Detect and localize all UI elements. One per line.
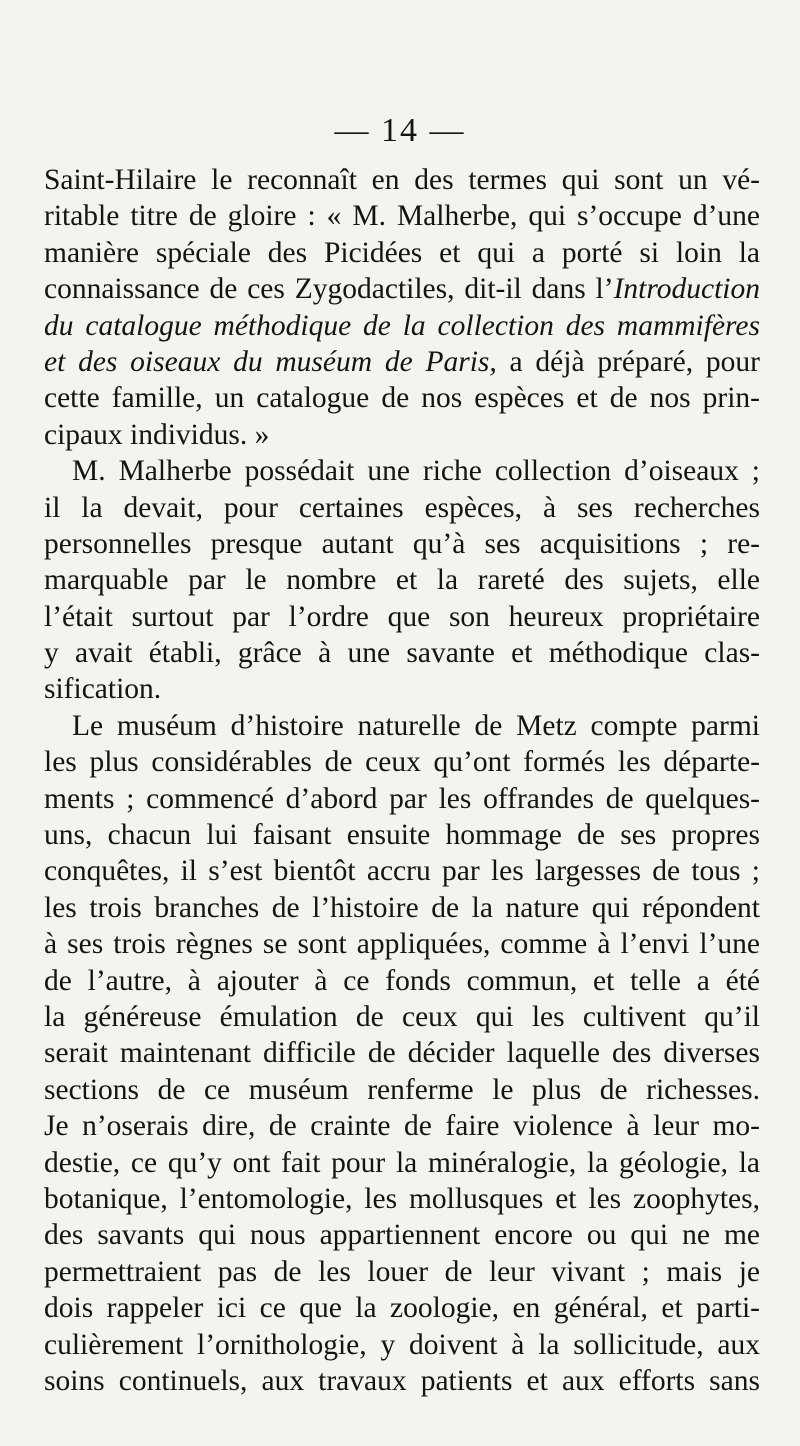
text-line: dois rappeler ici ce que la zoologie, en général, et parti- (44, 1292, 760, 1325)
page-number: — 14 — (334, 112, 466, 149)
text-line: personnelles presque autant qu’à ses acquisitions ; re- (44, 527, 760, 560)
text-line: serait maintenant difficile de décider laquelle des diverses (44, 1037, 760, 1070)
text-line: l’était surtout par l’ordre que son heureux propriétaire (44, 600, 760, 633)
text-line: soins continuels, aux travaux patients et aux efforts sans (44, 1364, 760, 1397)
text-line: les trois branches de l’histoire de la nature qui répondent (44, 891, 760, 924)
text-line: uns, chacun lui faisant ensuite hommage de ses propres (44, 819, 760, 852)
text-line: sections de ce muséum renferme le plus de richesses. (44, 1073, 760, 1106)
italic-title-segment: du catalogue méthodique de la collection des mammifères (44, 309, 760, 342)
text-line: conquêtes, il s’est bientôt accru par les largesses de tous ; (44, 855, 760, 888)
text-line (44, 308, 760, 344)
text-line: Je n’oserais dire, de crainte de faire violence à leur mo- (44, 1110, 760, 1143)
text-line: ments ; commencé d’abord par les offrandes de quelques- (44, 782, 760, 815)
text-line: y avait établi, grâce à une savante et méthodique clas- (44, 637, 760, 670)
body-text (44, 162, 760, 1399)
text-line: la généreuse émulation de ceux qui les cultivent qu’il (44, 1000, 760, 1033)
text-line: à ses trois règnes se sont appliquées, comme à l’envi l’une (44, 928, 760, 961)
text-line: de l’autre, à ajouter à ce fonds commun, et telle a été (44, 964, 760, 997)
text-line: Saint-Hilaire le reconnaît en des termes qui sont un vé- (44, 164, 760, 196)
text-line: manière spéciale des Picidées et qui a porté si loin la (44, 236, 760, 269)
text-line: botanique, l’entomologie, les mollusques et les zoophytes, (44, 1182, 760, 1215)
text-line: marquable par le nombre et la rareté des sujets, elle (44, 564, 760, 597)
text-line: ritable titre de gloire : « M. Malherbe, qui s’occupe d’une (44, 200, 760, 233)
paragraph-end-line: cipaux individus. » (44, 418, 270, 451)
text-segment: connaissance de ces Zygodactiles, dit-il dans l’ (44, 273, 614, 306)
text-line: les plus considérables de ceux qu’ont formés les départe- (44, 746, 760, 779)
text-line: des savants qui nous appartiennent encore ou qui ne me (44, 1219, 760, 1252)
paragraph-start-line: M. Malherbe possédait une riche collection d’oiseaux ; (72, 455, 760, 488)
text-line: cette famille, un catalogue de nos espèces et de nos prin- (44, 382, 760, 415)
text-line (44, 344, 760, 380)
italic-title-segment: et des oiseaux du muséum de Paris, (44, 345, 497, 378)
text-line (44, 271, 760, 307)
text-line: culièrement l’ornithologie, y doivent à la sollicitude, aux (44, 1328, 760, 1361)
text-line: destie, ce qu’y ont fait pour la minéralogie, la géologie, la (44, 1146, 760, 1179)
paragraph-start-line: Le muséum d’histoire naturelle de Metz compte parmi (72, 709, 760, 742)
italic-title-segment: Introduction (613, 273, 760, 306)
text-line: il la devait, pour certaines espèces, à ses recherches (44, 491, 760, 524)
text-segment: a déjà préparé, pour (496, 345, 760, 378)
paragraph-end-line: sification. (44, 673, 162, 706)
text-line: permettraient pas de les louer de leur vivant ; mais je (44, 1255, 760, 1288)
